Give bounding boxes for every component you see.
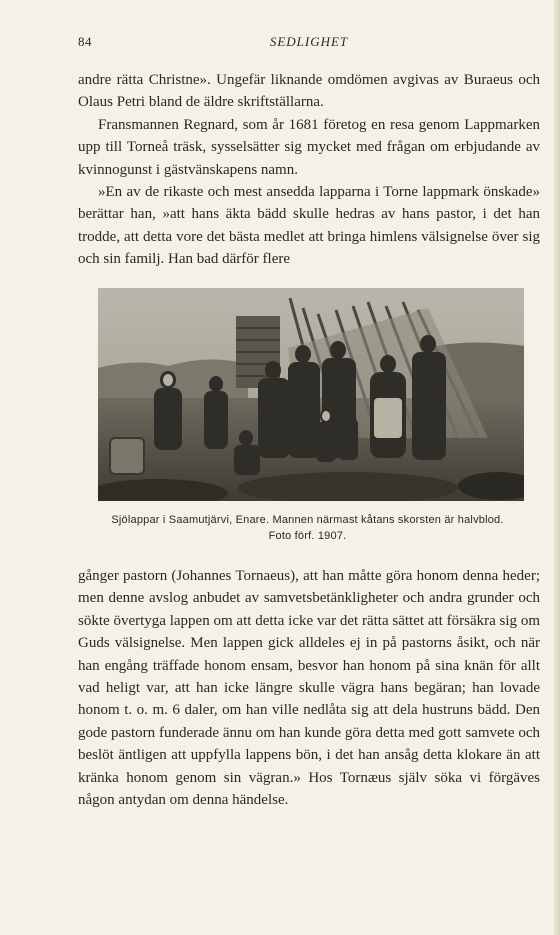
running-title: SEDLIGHET xyxy=(269,34,349,49)
paragraph: Fransmannen Regnard, som år 1681 företog en resa genom Lappmarken upp till Torneå träsk, sysselsätter sig mycket med frågan om erbjudande av kvinnogunst i gästvänskapens namn. xyxy=(78,116,540,178)
photograph xyxy=(98,288,524,501)
caption-line: Sjölappar i Saamutjärvi, Enare. Mannen närmast kåtans skorsten är halvblod. xyxy=(111,514,504,526)
photograph-illustration xyxy=(98,288,524,501)
paragraph: »En av de rikaste och mest ansedda lapparna i Torne lappmark önskade» berättar han, »att hans äkta bädd skulle hedras av hans pastor, i det han trodde, att detta vore det bästa medlet att bringa himlens välsignelse över sig och sin familj. Han bad därför flere xyxy=(78,184,540,268)
page-header xyxy=(78,34,540,54)
page-edge xyxy=(554,0,560,935)
page-number: 84 xyxy=(78,34,92,49)
bottom-text-block xyxy=(78,565,540,811)
caption-line: Foto förf. 1907. xyxy=(268,530,347,542)
paragraph: gånger pastorn (Johannes Tornaeus), att han måtte göra honom denna heder; men denne avslog anbudet av samvetsbetänkligheter och andra grunder och sökte övertyga lappen om att detta icke var det rätta sättet att försäkra sig om Guds välsignelse. Men lappen gick alldeles ej in på pastorns åsikt, och när han engång träffade honom ensam, besvor han honom på sina knän för allt vad heligt var, att han icke längre skulle vägra hans begäran; han lovade honom t. o. m. 6 daler, om han ville nedlåta sig att dela hustruns bädd. Den gode pastorn funderade ännu om han kunde göra detta med gott samvete och beslöt äntligen att uppfylla lappens bön, i det han ansåg detta klokare än att kränka honom genom sin vägran.» Hos Tornæus själv söka vi förgäves någon antydan om denna händelse. xyxy=(78,568,540,809)
top-text-block xyxy=(78,69,540,271)
figure-caption xyxy=(70,512,545,544)
paragraph: andre rätta Christne». Ungefär liknande omdömen avgivas av Buraeus och Olaus Petri bland de äldre skriftställarna. xyxy=(78,72,540,111)
